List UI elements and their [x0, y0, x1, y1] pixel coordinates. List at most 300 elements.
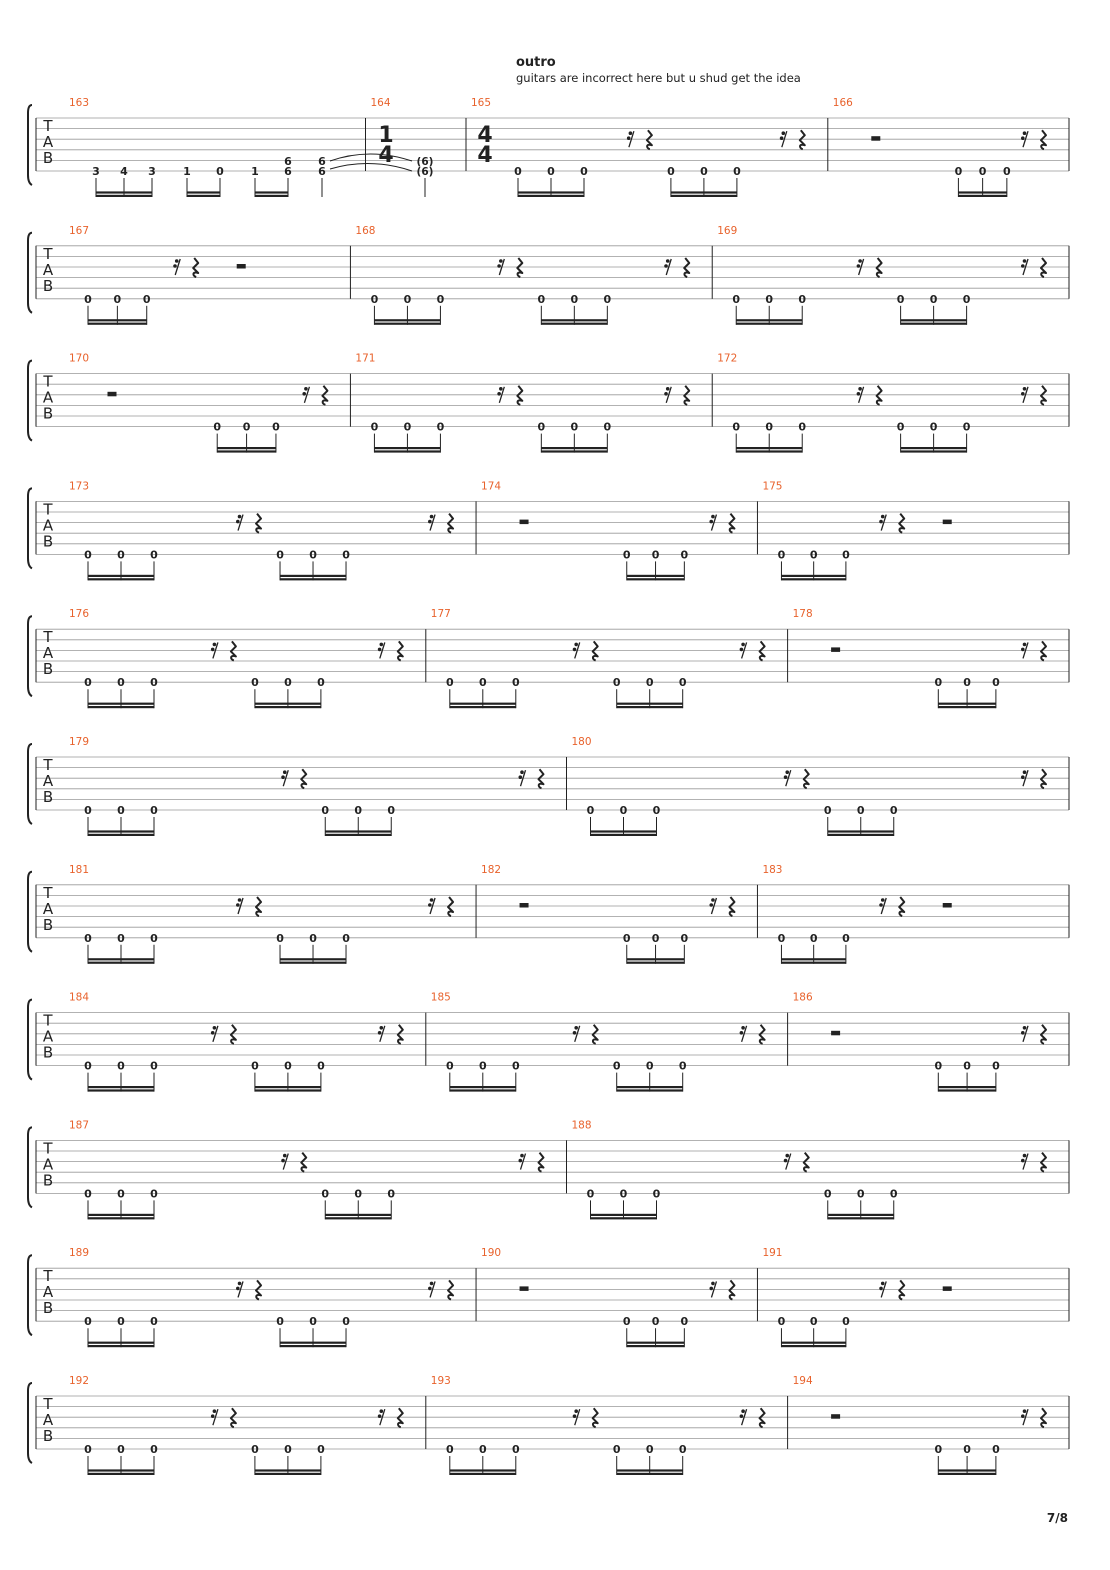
- measure-number: 192: [69, 1375, 90, 1387]
- measure-number: 180: [571, 736, 592, 748]
- fret-number: 6: [318, 165, 326, 178]
- rest-flag: [1021, 1414, 1025, 1418]
- measure-number: 164: [370, 97, 391, 109]
- fret-number: 0: [113, 292, 122, 306]
- note-beam: [541, 447, 607, 449]
- fret-number: 0: [84, 1315, 92, 1329]
- note-beam: [627, 578, 685, 580]
- rest-flag: [281, 775, 285, 779]
- tab-clef-letter: B: [42, 532, 54, 551]
- fret-number: 0: [962, 420, 971, 434]
- note-beam: [88, 1217, 154, 1219]
- note-beam: [901, 447, 967, 449]
- note-beam: [88, 1214, 154, 1216]
- rest-flag: [378, 1414, 382, 1418]
- fret-number: 0: [251, 1059, 259, 1073]
- fret-number: 0: [603, 292, 612, 306]
- fret-number: 0: [511, 1059, 520, 1073]
- rest-flag: [430, 898, 434, 902]
- note-beam: [255, 706, 321, 708]
- fret-number: 0: [84, 1059, 92, 1073]
- fret-number: 0: [929, 420, 938, 434]
- rest-flag: [213, 1409, 217, 1413]
- tab-clef-letter: A: [42, 644, 54, 663]
- system-bracket: [28, 744, 32, 824]
- measure-number: 168: [355, 224, 376, 237]
- fret-number: 0: [777, 1315, 786, 1329]
- rest-flag: [784, 775, 788, 779]
- quarter-rest-icon: [899, 897, 904, 916]
- quarter-rest-icon: [1041, 769, 1046, 788]
- fret-number: 0: [514, 165, 522, 178]
- tab-clef-letter: A: [42, 260, 54, 279]
- fret-number: 0: [963, 1059, 971, 1073]
- quarter-rest-icon: [593, 1408, 598, 1427]
- measure-number: 188: [571, 1119, 592, 1132]
- measure-number: 172: [717, 352, 738, 365]
- quarter-rest-icon: [1041, 1408, 1046, 1427]
- rest-flag: [573, 1031, 577, 1035]
- quarter-rest-icon: [256, 1280, 261, 1299]
- rest-flag: [711, 1282, 715, 1286]
- tab-clef-letter: T: [43, 372, 53, 391]
- fret-number: 0: [309, 931, 317, 945]
- note-beam: [938, 703, 996, 705]
- note-beam: [325, 830, 391, 832]
- measure-number: 174: [481, 480, 502, 493]
- rest-flag: [741, 643, 745, 647]
- rest-flag: [664, 264, 668, 268]
- fret-number: 0: [700, 165, 708, 178]
- note-beam: [938, 1086, 996, 1088]
- rest-flag: [573, 1414, 577, 1418]
- note-beam: [217, 450, 276, 452]
- measure-number: 185: [430, 991, 451, 1004]
- tab-clef-letter: B: [42, 149, 54, 167]
- fret-number: 0: [511, 676, 520, 690]
- quarter-rest-icon: [899, 1280, 904, 1299]
- note-beam: [781, 578, 845, 580]
- tab-clef-letter: A: [42, 133, 54, 151]
- note-beam: [280, 1345, 346, 1347]
- measure-number: 191: [762, 1247, 783, 1260]
- note-beam: [88, 1089, 154, 1091]
- fret-number: 0: [963, 676, 971, 690]
- rest-flag: [519, 775, 523, 779]
- quarter-rest-icon: [647, 130, 652, 149]
- note-beam: [736, 319, 802, 321]
- note-beam: [627, 575, 685, 577]
- tab-clef-letter: A: [42, 1283, 54, 1302]
- fret-number: 0: [619, 1187, 628, 1201]
- fret-number: 0: [934, 676, 943, 690]
- measure-number: 184: [69, 991, 90, 1004]
- note-beam: [958, 191, 1006, 193]
- tab-clef-letter: A: [42, 388, 54, 407]
- tab-clef-letter: A: [42, 1155, 54, 1174]
- fret-number: 0: [537, 420, 546, 434]
- note-beam: [255, 703, 321, 705]
- rest-flag: [629, 131, 633, 135]
- note-beam: [280, 958, 346, 960]
- system-bracket: [28, 361, 32, 441]
- note-beam: [617, 1086, 683, 1088]
- fret-number: 0: [142, 292, 151, 306]
- fret-number: 0: [251, 1443, 259, 1456]
- fret-number: 1: [183, 165, 191, 178]
- note-beam: [828, 830, 894, 832]
- fret-number: 0: [963, 1443, 971, 1456]
- rest-flag: [857, 392, 861, 396]
- note-beam: [255, 191, 288, 193]
- half-rest-icon: [237, 264, 246, 269]
- fret-number: 0: [889, 804, 898, 817]
- half-rest-icon: [831, 1414, 840, 1419]
- rest-flag: [574, 1409, 578, 1413]
- rest-flag: [709, 903, 713, 907]
- measure-number: 183: [762, 863, 783, 876]
- note-beam: [280, 962, 346, 964]
- tab-clef-letter: B: [42, 660, 54, 679]
- rest-flag: [881, 515, 885, 519]
- time-signature: 4: [477, 143, 493, 168]
- quarter-rest-icon: [231, 1408, 236, 1427]
- rest-flag: [499, 259, 503, 263]
- quarter-rest-icon: [448, 1280, 453, 1299]
- tab-clef-letter: T: [43, 1139, 53, 1158]
- fret-number: 0: [622, 548, 631, 562]
- fret-number: 0: [652, 804, 661, 817]
- rest-flag: [497, 264, 501, 268]
- rest-flag: [1021, 1159, 1025, 1163]
- fret-number: 0: [732, 420, 741, 434]
- measure-number: 171: [355, 352, 376, 365]
- note-beam: [450, 1086, 516, 1088]
- note-beam: [781, 575, 845, 577]
- quarter-rest-icon: [539, 769, 544, 788]
- rest-flag: [782, 131, 786, 135]
- fret-number: 0: [242, 420, 251, 434]
- rest-flag: [879, 903, 883, 907]
- rest-flag: [1021, 264, 1025, 268]
- note-beam: [255, 1086, 321, 1088]
- measure-number: 177: [430, 608, 451, 621]
- note-beam: [450, 1469, 516, 1471]
- rest-flag: [236, 520, 240, 524]
- fret-number: 0: [856, 804, 865, 817]
- fret-number: 0: [929, 292, 938, 306]
- time-signature: 4: [477, 123, 493, 148]
- fret-number: 0: [342, 931, 350, 945]
- fret-number: 6: [284, 155, 292, 168]
- rest-flag: [236, 903, 240, 907]
- fret-number: 6: [318, 155, 326, 168]
- note-beam: [450, 703, 516, 705]
- rest-flag: [881, 898, 885, 902]
- fret-number: 0: [823, 1187, 832, 1201]
- quarter-rest-icon: [231, 641, 236, 660]
- fret-number: 0: [284, 1443, 292, 1456]
- rest-flag: [380, 1026, 384, 1030]
- fret-number: 0: [570, 420, 579, 434]
- note-beam: [255, 1089, 321, 1091]
- fret-number: 3: [92, 165, 100, 178]
- fret-number: 0: [342, 1315, 350, 1329]
- rest-flag: [879, 520, 883, 524]
- tab-clef-letter: A: [42, 516, 54, 535]
- measure-number: 166: [832, 97, 853, 109]
- note-beam: [617, 1089, 683, 1091]
- fret-number: 0: [765, 420, 774, 434]
- system-bracket: [28, 1255, 32, 1335]
- tab-clef-letter: A: [42, 1411, 54, 1429]
- fret-number: 0: [992, 1059, 1000, 1073]
- fret-number: 0: [842, 1315, 850, 1329]
- measure-number: 194: [792, 1375, 813, 1387]
- fret-number: 0: [150, 548, 158, 562]
- quarter-rest-icon: [1041, 1025, 1046, 1044]
- quarter-rest-icon: [448, 514, 453, 533]
- rest-flag: [574, 643, 578, 647]
- rest-flag: [499, 387, 503, 391]
- fret-number: 0: [889, 1187, 898, 1201]
- tie-curve: [330, 163, 412, 171]
- rest-flag: [709, 520, 713, 524]
- note-beam: [374, 319, 440, 321]
- time-signature: 1: [378, 123, 394, 148]
- fret-number: 0: [511, 1443, 520, 1456]
- fret-number: 0: [603, 420, 612, 434]
- rest-flag: [428, 903, 432, 907]
- note-beam: [518, 195, 584, 197]
- fret-number: 0: [962, 292, 971, 306]
- quarter-rest-icon: [593, 1025, 598, 1044]
- rest-flag: [283, 770, 287, 774]
- note-beam: [374, 447, 440, 449]
- quarter-rest-icon: [800, 130, 805, 149]
- rest-flag: [627, 136, 631, 140]
- fret-number: 0: [765, 292, 774, 306]
- fret-number: 0: [436, 420, 445, 434]
- rest-flag: [784, 1159, 788, 1163]
- quarter-rest-icon: [1041, 130, 1046, 149]
- tab-clef-letter: T: [43, 628, 53, 647]
- rest-flag: [283, 1154, 287, 1158]
- fret-number: (6): [416, 156, 434, 168]
- note-beam: [88, 962, 154, 964]
- fret-number: 0: [321, 804, 330, 817]
- fret-number: 0: [84, 1187, 92, 1201]
- note-beam: [88, 834, 154, 836]
- system-bracket: [28, 105, 32, 185]
- quarter-rest-icon: [517, 258, 522, 277]
- note-beam: [591, 834, 657, 836]
- section-title: outro: [516, 55, 556, 70]
- fret-number: 0: [150, 1315, 158, 1329]
- tab-clef-letter: T: [43, 883, 53, 902]
- note-beam: [88, 319, 147, 321]
- fret-number: 0: [547, 165, 555, 178]
- quarter-rest-icon: [684, 258, 689, 277]
- measure-number: 181: [69, 863, 90, 876]
- note-beam: [88, 1345, 154, 1347]
- fret-number: 0: [117, 804, 125, 817]
- note-beam: [88, 1469, 154, 1471]
- tab-clef-letter: B: [42, 276, 54, 295]
- fret-number: 0: [777, 931, 786, 945]
- tab-clef-letter: B: [42, 1171, 54, 1190]
- note-beam: [541, 319, 607, 321]
- note-beam: [88, 1342, 154, 1344]
- rest-flag: [213, 1026, 217, 1030]
- rest-flag: [520, 1154, 524, 1158]
- tab-clef-letter: T: [43, 244, 53, 263]
- note-beam: [617, 703, 683, 705]
- rest-flag: [211, 1031, 215, 1035]
- note-beam: [671, 191, 737, 193]
- half-rest-icon: [520, 1286, 529, 1291]
- fret-number: 0: [84, 804, 92, 817]
- rest-flag: [428, 1287, 432, 1291]
- quarter-rest-icon: [877, 258, 882, 277]
- measure-number: 167: [69, 224, 90, 237]
- rest-flag: [709, 1287, 713, 1291]
- rest-flag: [1023, 387, 1027, 391]
- fret-number: 6: [284, 165, 292, 178]
- fret-number: 0: [645, 676, 654, 690]
- note-beam: [781, 962, 845, 964]
- note-beam: [736, 323, 802, 325]
- note-beam: [325, 1214, 391, 1216]
- fret-number: 0: [478, 1059, 487, 1073]
- fret-number: 0: [586, 804, 595, 817]
- fret-number: 0: [84, 676, 92, 690]
- fret-number: 0: [284, 1059, 292, 1073]
- tab-clef-letter: B: [42, 788, 54, 806]
- note-beam: [88, 578, 154, 580]
- tab-clef-letter: T: [43, 500, 53, 519]
- fret-number: 0: [678, 1443, 687, 1456]
- system-bracket: [28, 233, 32, 313]
- fret-number: 0: [150, 804, 158, 817]
- quarter-rest-icon: [231, 1025, 236, 1044]
- rest-flag: [785, 1154, 789, 1158]
- fret-number: 0: [150, 1059, 158, 1073]
- fret-number: 0: [896, 420, 905, 434]
- tab-clef-letter: T: [43, 1267, 53, 1286]
- fret-number: 0: [213, 420, 222, 434]
- rest-flag: [666, 387, 670, 391]
- fret-number: 3: [148, 165, 156, 178]
- rest-flag: [1021, 392, 1025, 396]
- quarter-rest-icon: [804, 769, 809, 788]
- fret-number: 0: [403, 292, 412, 306]
- rest-flag: [740, 1414, 744, 1418]
- rest-flag: [858, 259, 862, 263]
- fret-number: 0: [445, 1443, 454, 1456]
- quarter-rest-icon: [760, 641, 765, 660]
- fret-number: 0: [150, 1443, 158, 1456]
- quarter-rest-icon: [729, 514, 734, 533]
- fret-number: 0: [317, 676, 325, 690]
- rest-flag: [1023, 1026, 1027, 1030]
- fret-number: 0: [798, 420, 807, 434]
- note-beam: [280, 575, 346, 577]
- rest-flag: [780, 136, 784, 140]
- note-beam: [541, 450, 607, 452]
- rest-flag: [520, 770, 524, 774]
- half-rest-icon: [943, 1286, 952, 1291]
- fret-number: 0: [216, 165, 224, 178]
- note-beam: [781, 958, 845, 960]
- fret-number: 0: [309, 1315, 317, 1329]
- fret-number: 0: [622, 931, 631, 945]
- rest-flag: [573, 648, 577, 652]
- rest-flag: [211, 648, 215, 652]
- note-beam: [88, 1086, 154, 1088]
- note-beam: [255, 195, 288, 197]
- fret-number: 0: [445, 1059, 454, 1073]
- quarter-rest-icon: [593, 641, 598, 660]
- quarter-rest-icon: [1041, 386, 1046, 405]
- half-rest-icon: [943, 520, 952, 525]
- fret-number: 0: [354, 804, 363, 817]
- fret-number: 0: [84, 292, 92, 306]
- fret-number: 0: [612, 1059, 621, 1073]
- rest-flag: [1023, 1409, 1027, 1413]
- fret-number: (6): [416, 166, 434, 178]
- note-beam: [374, 450, 440, 452]
- quarter-rest-icon: [398, 1025, 403, 1044]
- note-beam: [627, 1345, 685, 1347]
- rest-flag: [1023, 1154, 1027, 1158]
- measure-number: 178: [792, 608, 813, 621]
- note-beam: [781, 1342, 845, 1344]
- tab-clef-letter: B: [42, 1299, 54, 1318]
- fret-number: 4: [120, 165, 128, 178]
- fret-number: 0: [403, 420, 412, 434]
- fret-number: 0: [276, 931, 284, 945]
- tab-clef-letter: T: [43, 756, 53, 774]
- note-beam: [938, 1473, 996, 1475]
- rest-flag: [213, 643, 217, 647]
- rest-flag: [1021, 648, 1025, 652]
- tab-clef-letter: T: [43, 117, 53, 135]
- half-rest-icon: [943, 903, 952, 908]
- fret-number: 0: [680, 548, 689, 562]
- note-beam: [617, 706, 683, 708]
- tab-clef-letter: T: [43, 1011, 53, 1030]
- fret-number: 0: [117, 1315, 125, 1329]
- note-beam: [518, 191, 584, 193]
- note-beam: [88, 706, 154, 708]
- half-rest-icon: [831, 1031, 840, 1036]
- note-beam: [828, 834, 894, 836]
- quarter-rest-icon: [1041, 1153, 1046, 1172]
- fret-number: 0: [436, 292, 445, 306]
- system-bracket: [28, 872, 32, 952]
- rest-flag: [741, 1409, 745, 1413]
- quarter-rest-icon: [760, 1408, 765, 1427]
- note-beam: [627, 962, 685, 964]
- measure-number: 176: [69, 608, 90, 621]
- rest-flag: [664, 392, 668, 396]
- rest-flag: [881, 1282, 885, 1286]
- fret-number: 0: [992, 1443, 1000, 1456]
- fret-number: 0: [667, 165, 675, 178]
- measure-number: 165: [471, 97, 492, 109]
- note-beam: [88, 575, 154, 577]
